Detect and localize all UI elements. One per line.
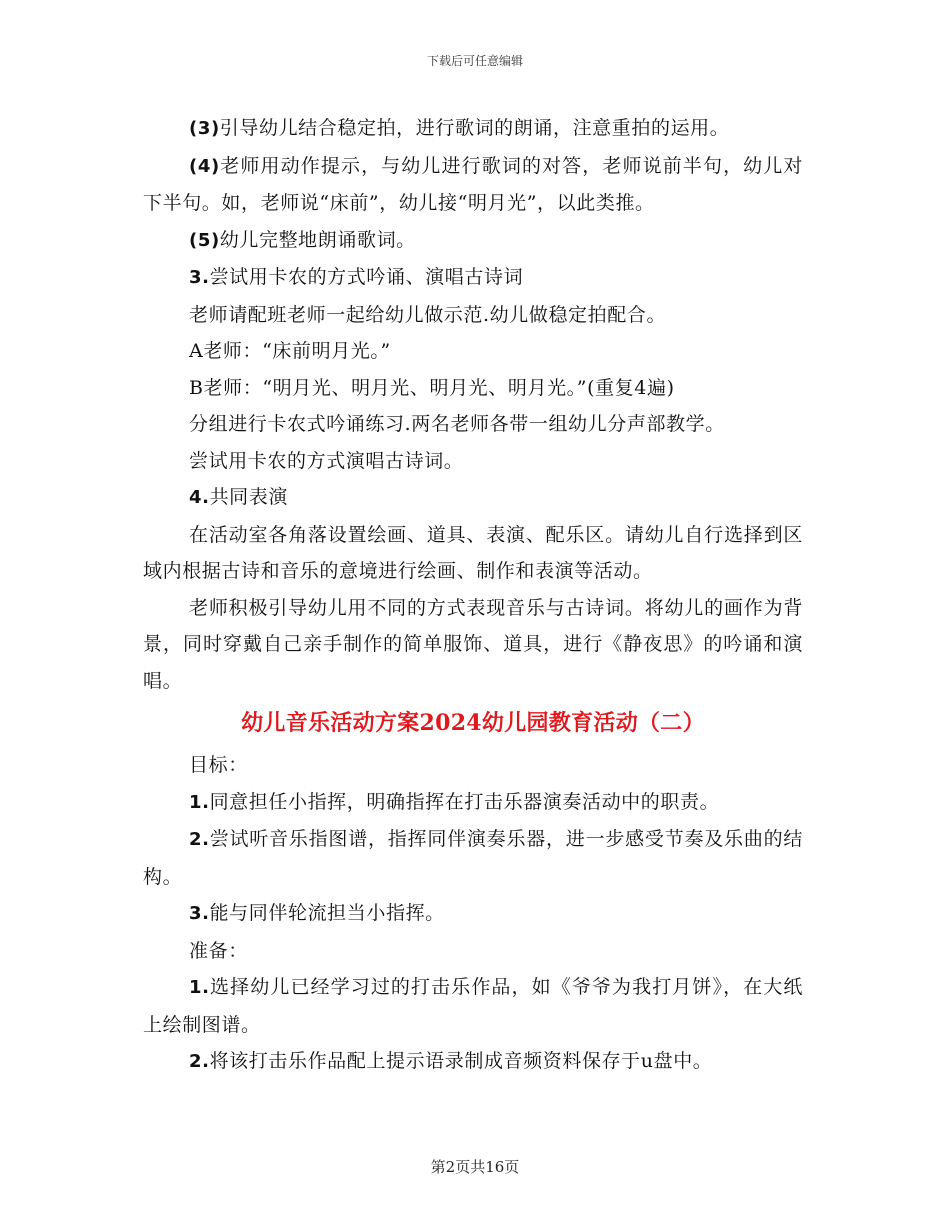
paragraph-text: 同意担任小指挥，明确指挥在打击乐器演奏活动中的职责。	[209, 790, 720, 813]
item-number: 3.	[189, 267, 210, 288]
paragraph-text: 引导幼儿结合稳定拍，进行歌词的朗诵，注意重拍的运用。	[219, 117, 730, 139]
label-preparation: 准备：	[189, 939, 248, 962]
item-number: (4)	[189, 155, 220, 177]
paragraph-step-5	[143, 222, 803, 260]
paragraph-demo: 老师请配班老师一起给幼儿做示范.幼儿做稳定拍配合。	[189, 303, 667, 326]
paragraph-text: 尝试用卡农的方式吟诵、演唱古诗词	[209, 266, 524, 288]
item-number: (3)	[189, 118, 220, 139]
page-footer: 第2页共16页	[430, 1158, 520, 1176]
item-number: 4.	[189, 487, 210, 508]
heading-canon	[143, 259, 803, 297]
paragraph-group-practice: 分组进行卡农式吟诵练习.两名老师各带一组幼儿分声部教学。	[189, 413, 725, 435]
heading-perform	[143, 479, 803, 517]
paragraph-step-3	[143, 110, 803, 148]
item-number: (5)	[189, 229, 220, 251]
paragraph-guide: 老师积极引导幼儿用不同的方式表现音乐与古诗词。将幼儿的画作为背景，同时穿戴自己亲手制作的简单服饰、道具，进行《静夜思》的吟诵和演唱。	[143, 596, 803, 692]
item-number: 1.	[189, 791, 210, 813]
page-header: 下载后可任意编辑	[426, 54, 523, 68]
section-title: 幼儿音乐活动方案2024幼儿园教育活动（二）	[241, 710, 705, 736]
goal-item-2	[143, 821, 803, 895]
paragraph-teacher-a: A老师：“床前明月光。”	[189, 340, 391, 362]
paragraph-text: 共同表演	[209, 486, 288, 508]
document-body	[143, 110, 803, 1081]
prep-item-2	[143, 1043, 803, 1081]
item-number: 2.	[189, 829, 210, 850]
label-goals: 目标：	[189, 754, 248, 776]
item-number: 1.	[189, 977, 210, 998]
item-number: 2.	[189, 1051, 210, 1072]
item-number: 3.	[189, 903, 210, 924]
paragraph-text: 选择幼儿已经学习过的打击乐作品，如《爷爷为我打月饼》，在大纸上绘制图谱。	[143, 976, 803, 1036]
paragraph-step-4	[143, 148, 803, 222]
paragraph-canon-sing: 尝试用卡农的方式演唱古诗词。	[189, 449, 464, 472]
paragraph-text: 能与同伴轮流担当小指挥。	[209, 902, 445, 924]
paragraph-text: 尝试听音乐指图谱，指挥同伴演奏乐器，进一步感受节奏及乐曲的结构。	[143, 828, 803, 888]
paragraph-text: 老师用动作提示，与幼儿进行歌词的对答，老师说前半句，幼儿对下半句。如，老师说“床前”，幼儿接“明月光”，以此类推。	[143, 154, 803, 214]
paragraph-text: 将该打击乐作品配上提示语录制成音频资料保存于u盘中。	[209, 1050, 713, 1072]
goal-item-3	[143, 895, 803, 933]
paragraph-areas: 在活动室各角落设置绘画、道具、表演、配乐区。请幼儿自行选择到区域内根据古诗和音乐的意境进行绘画、制作和表演等活动。	[143, 523, 803, 582]
paragraph-teacher-b: B老师：“明月光、明月光、明月光、明月光。”(重复4遍)	[189, 376, 675, 399]
goal-item-1	[143, 784, 803, 822]
prep-item-1	[143, 969, 803, 1043]
paragraph-text: 幼儿完整地朗诵歌词。	[219, 228, 416, 251]
